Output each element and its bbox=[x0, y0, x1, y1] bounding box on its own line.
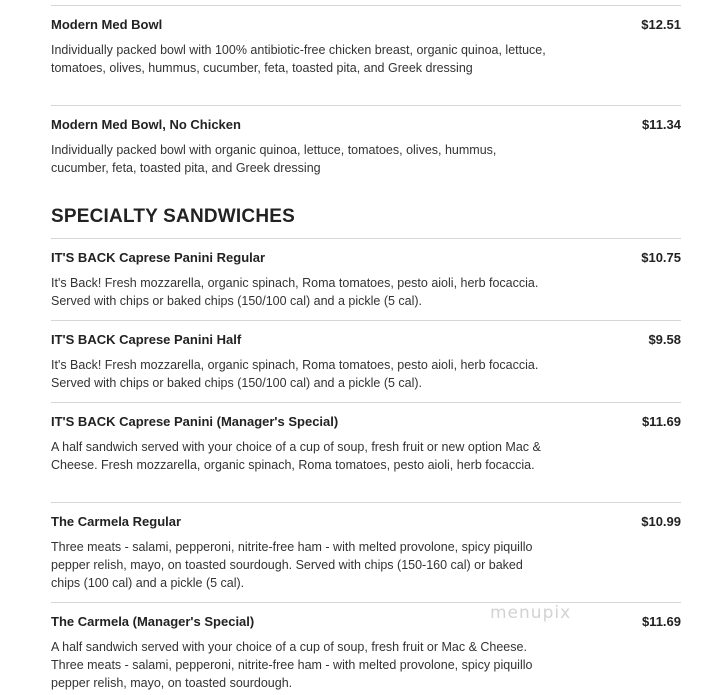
item-description: A half sandwich served with your choice of a cup of soup, fresh fruit or Mac & Cheese. Three meats - salami, pepperoni, nitrite-free ham - with melted provolone, spicy piquillo pepper relish, mayo, on toasted sourdough. bbox=[51, 640, 533, 690]
item-price: $10.99 bbox=[641, 514, 681, 529]
item-name: IT'S BACK Caprese Panini Regular bbox=[51, 250, 266, 265]
item-divider bbox=[51, 502, 681, 503]
menupix-watermark: menupix bbox=[490, 603, 572, 623]
top-divider bbox=[51, 5, 681, 6]
item-description: Individually packed bowl with 100% antibiotic-free chicken breast, organic quinoa, lettuce, tomatoes, olives, hummus, cucumber, feta, toasted pita, and Greek dressing bbox=[51, 43, 546, 75]
section-divider bbox=[51, 238, 681, 239]
item-name: The Carmela (Manager's Special) bbox=[51, 614, 255, 629]
item-description: It's Back! Fresh mozzarella, organic spinach, Roma tomatoes, pesto aioli, herb focaccia. Served with chips or baked chips (150/100 cal) and a pickle (5 cal). bbox=[51, 358, 539, 390]
item-name: The Carmela Regular bbox=[51, 514, 182, 529]
item-name: Modern Med Bowl bbox=[51, 17, 163, 32]
item-divider bbox=[51, 602, 681, 603]
item-price: $11.34 bbox=[641, 117, 681, 132]
item-name: Modern Med Bowl, No Chicken bbox=[51, 117, 241, 132]
item-price: $10.75 bbox=[641, 250, 681, 265]
section-title: SPECIALTY SANDWICHES bbox=[51, 206, 295, 227]
item-price: $9.58 bbox=[648, 332, 681, 347]
item-divider bbox=[51, 402, 681, 403]
item-description: Individually packed bowl with organic quinoa, lettuce, tomatoes, olives, hummus, cucumber, feta, toasted pita, and Greek dressing bbox=[51, 143, 497, 175]
item-name: IT'S BACK Caprese Panini Half bbox=[51, 332, 242, 347]
item-divider bbox=[51, 320, 681, 321]
item-description: A half sandwich served with your choice of a cup of soup, fresh fruit or new option Mac & Cheese. Fresh mozzarella, organic spinach, Roma tomatoes, pesto aioli, herb focaccia. bbox=[51, 440, 541, 472]
item-price: $11.69 bbox=[641, 614, 681, 629]
item-name: IT'S BACK Caprese Panini (Manager's Special) bbox=[51, 414, 339, 429]
item-price: $11.69 bbox=[641, 414, 681, 429]
item-divider bbox=[51, 105, 681, 106]
item-description: Three meats - salami, pepperoni, nitrite-free ham - with melted provolone, spicy piquillo pepper relish, mayo, on toasted sourdough. Served with chips (150-160 cal) or baked chips (100 cal) and a pickle (5 cal). bbox=[51, 540, 533, 590]
item-price: $12.51 bbox=[641, 17, 681, 32]
item-description: It's Back! Fresh mozzarella, organic spinach, Roma tomatoes, pesto aioli, herb focaccia. Served with chips or baked chips (150/100 cal) and a pickle (5 cal). bbox=[51, 276, 539, 308]
